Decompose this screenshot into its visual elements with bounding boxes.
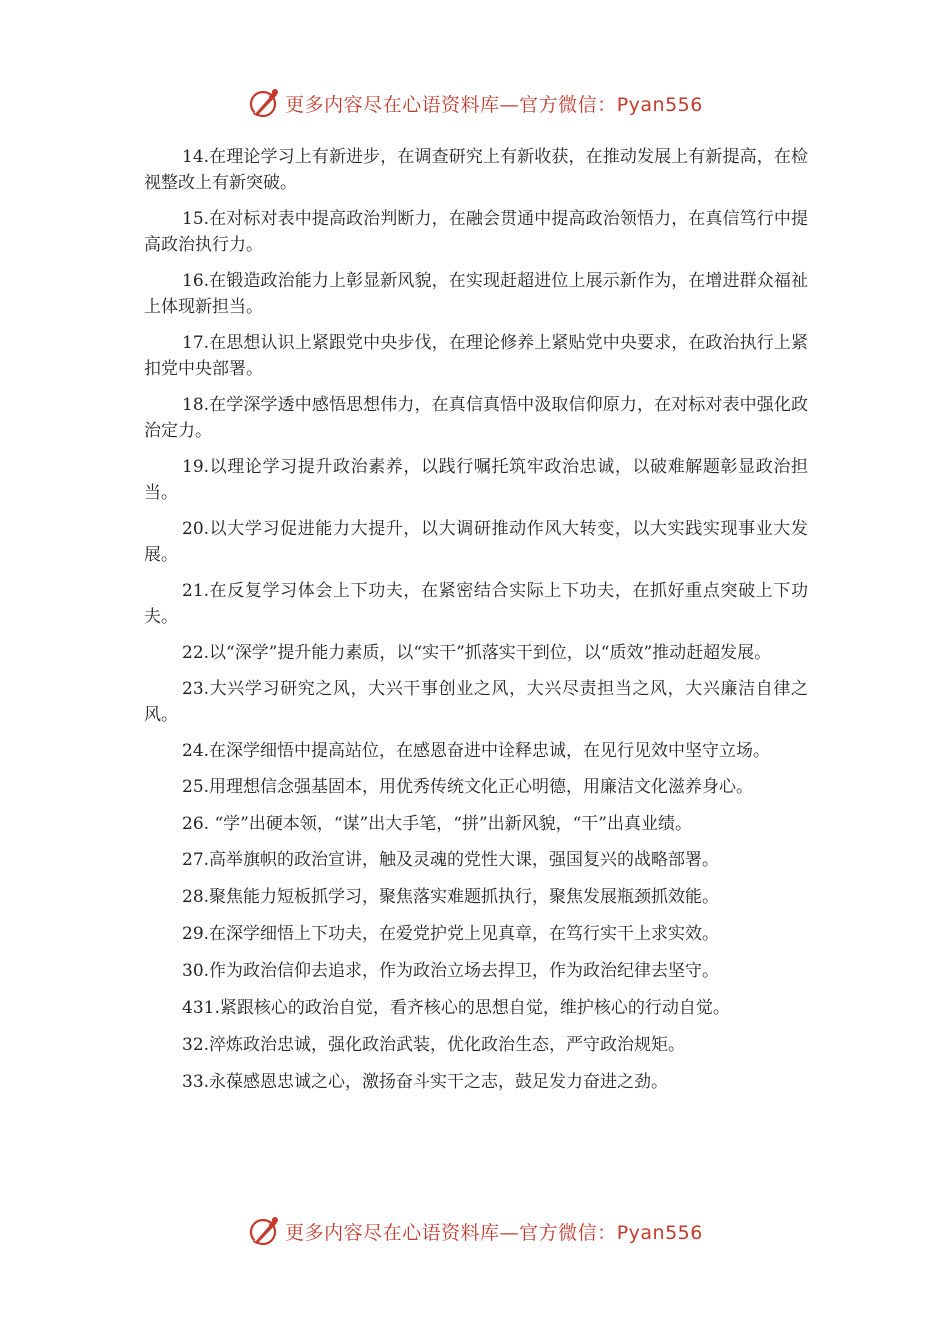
footer-banner-account: Pyan556 — [616, 1221, 703, 1244]
list-item: 15.在对标对表中提高政治判断力，在融会贯通中提高政治领悟力，在真信笃行中提高政治执行力。 — [144, 209, 808, 255]
list-item: 22.以“深学”提升能力素质，以“实干”抓落实干到位，以“质效”推动赶超发展。 — [182, 643, 772, 663]
list-item: 14.在理论学习上有新进步，在调查研究上有新收获，在推动发展上有新提高，在检视整改上有新突破。 — [144, 147, 808, 193]
list-item: 21.在反复学习体会上下功夫，在紧密结合实际上下功夫，在抓好重点突破上下功夫。 — [144, 581, 808, 627]
header-banner-dash: — — [499, 93, 520, 116]
footer-banner-title: 更多内容尽在心语资料库 — [285, 1221, 500, 1244]
header-banner-text — [285, 90, 703, 117]
footer-banner-wechat-label: 官方微信： — [519, 1221, 617, 1244]
list-item: 20.以大学习促进能力大提升，以大调研推动作风大转变，以大实践实现事业大发展。 — [144, 519, 808, 565]
pen-logo-icon — [247, 1214, 281, 1248]
header-banner-title: 更多内容尽在心语资料库 — [285, 93, 500, 116]
list-item: 30.作为政治信仰去追求，作为政治立场去捍卫，作为政治纪律去坚守。 — [182, 961, 720, 981]
list-item: 19.以理论学习提升政治素养，以践行嘱托筑牢政治忠诚，以破难解题彰显政治担当。 — [144, 457, 808, 503]
list-item: 17.在思想认识上紧跟党中央步伐，在理论修养上紧贴党中央要求，在政治执行上紧扣党中央部署。 — [144, 333, 808, 379]
list-item: 28.聚焦能力短板抓学习，聚焦落实难题抓执行，聚焦发展瓶颈抓效能。 — [182, 887, 720, 907]
pen-logo-icon — [247, 86, 281, 120]
list-item: 431.紧跟核心的政治自觉，看齐核心的思想自觉，维护核心的行动自觉。 — [182, 998, 730, 1018]
footer-banner — [0, 1211, 950, 1251]
list-item: 33.永葆感恩忠诚之心，激扬奋斗实干之志，鼓足发力奋进之劲。 — [182, 1072, 669, 1092]
list-item: 32.淬炼政治忠诚，强化政治武装，优化政治生态，严守政治规矩。 — [182, 1035, 686, 1055]
footer-banner-dash: — — [499, 1221, 520, 1244]
document-body — [144, 144, 808, 1106]
list-item: 18.在学深学透中感悟思想伟力，在真信真悟中汲取信仰原力，在对标对表中强化政治定力。 — [144, 395, 808, 441]
list-item: 23.大兴学习研究之风，大兴干事创业之风，大兴尽责担当之风，大兴廉洁自律之风。 — [144, 679, 808, 725]
list-item: 29.在深学细悟上下功夫，在爱党护党上见真章，在笃行实干上求实效。 — [182, 924, 720, 944]
list-item: 24.在深学细悟中提高站位，在感恩奋进中诠释忠诚，在见行见效中坚守立场。 — [182, 741, 771, 761]
footer-banner-text — [285, 1218, 703, 1245]
list-item: 26. “学”出硬本领，“谋”出大手笔，“拼”出新风貌，“干”出真业绩。 — [182, 814, 692, 834]
list-item: 25.用理想信念强基固本，用优秀传统文化正心明德，用廉洁文化滋养身心。 — [182, 777, 754, 797]
list-item: 16.在锻造政治能力上彰显新风貌，在实现赶超进位上展示新作为，在增进群众福祉上体现新担当。 — [144, 271, 808, 317]
list-item: 27.高举旗帜的政治宣讲，触及灵魂的党性大课，强国复兴的战略部署。 — [182, 850, 720, 870]
header-banner-wechat-label: 官方微信： — [519, 93, 617, 116]
header-banner — [0, 83, 950, 123]
header-banner-account: Pyan556 — [616, 93, 703, 116]
